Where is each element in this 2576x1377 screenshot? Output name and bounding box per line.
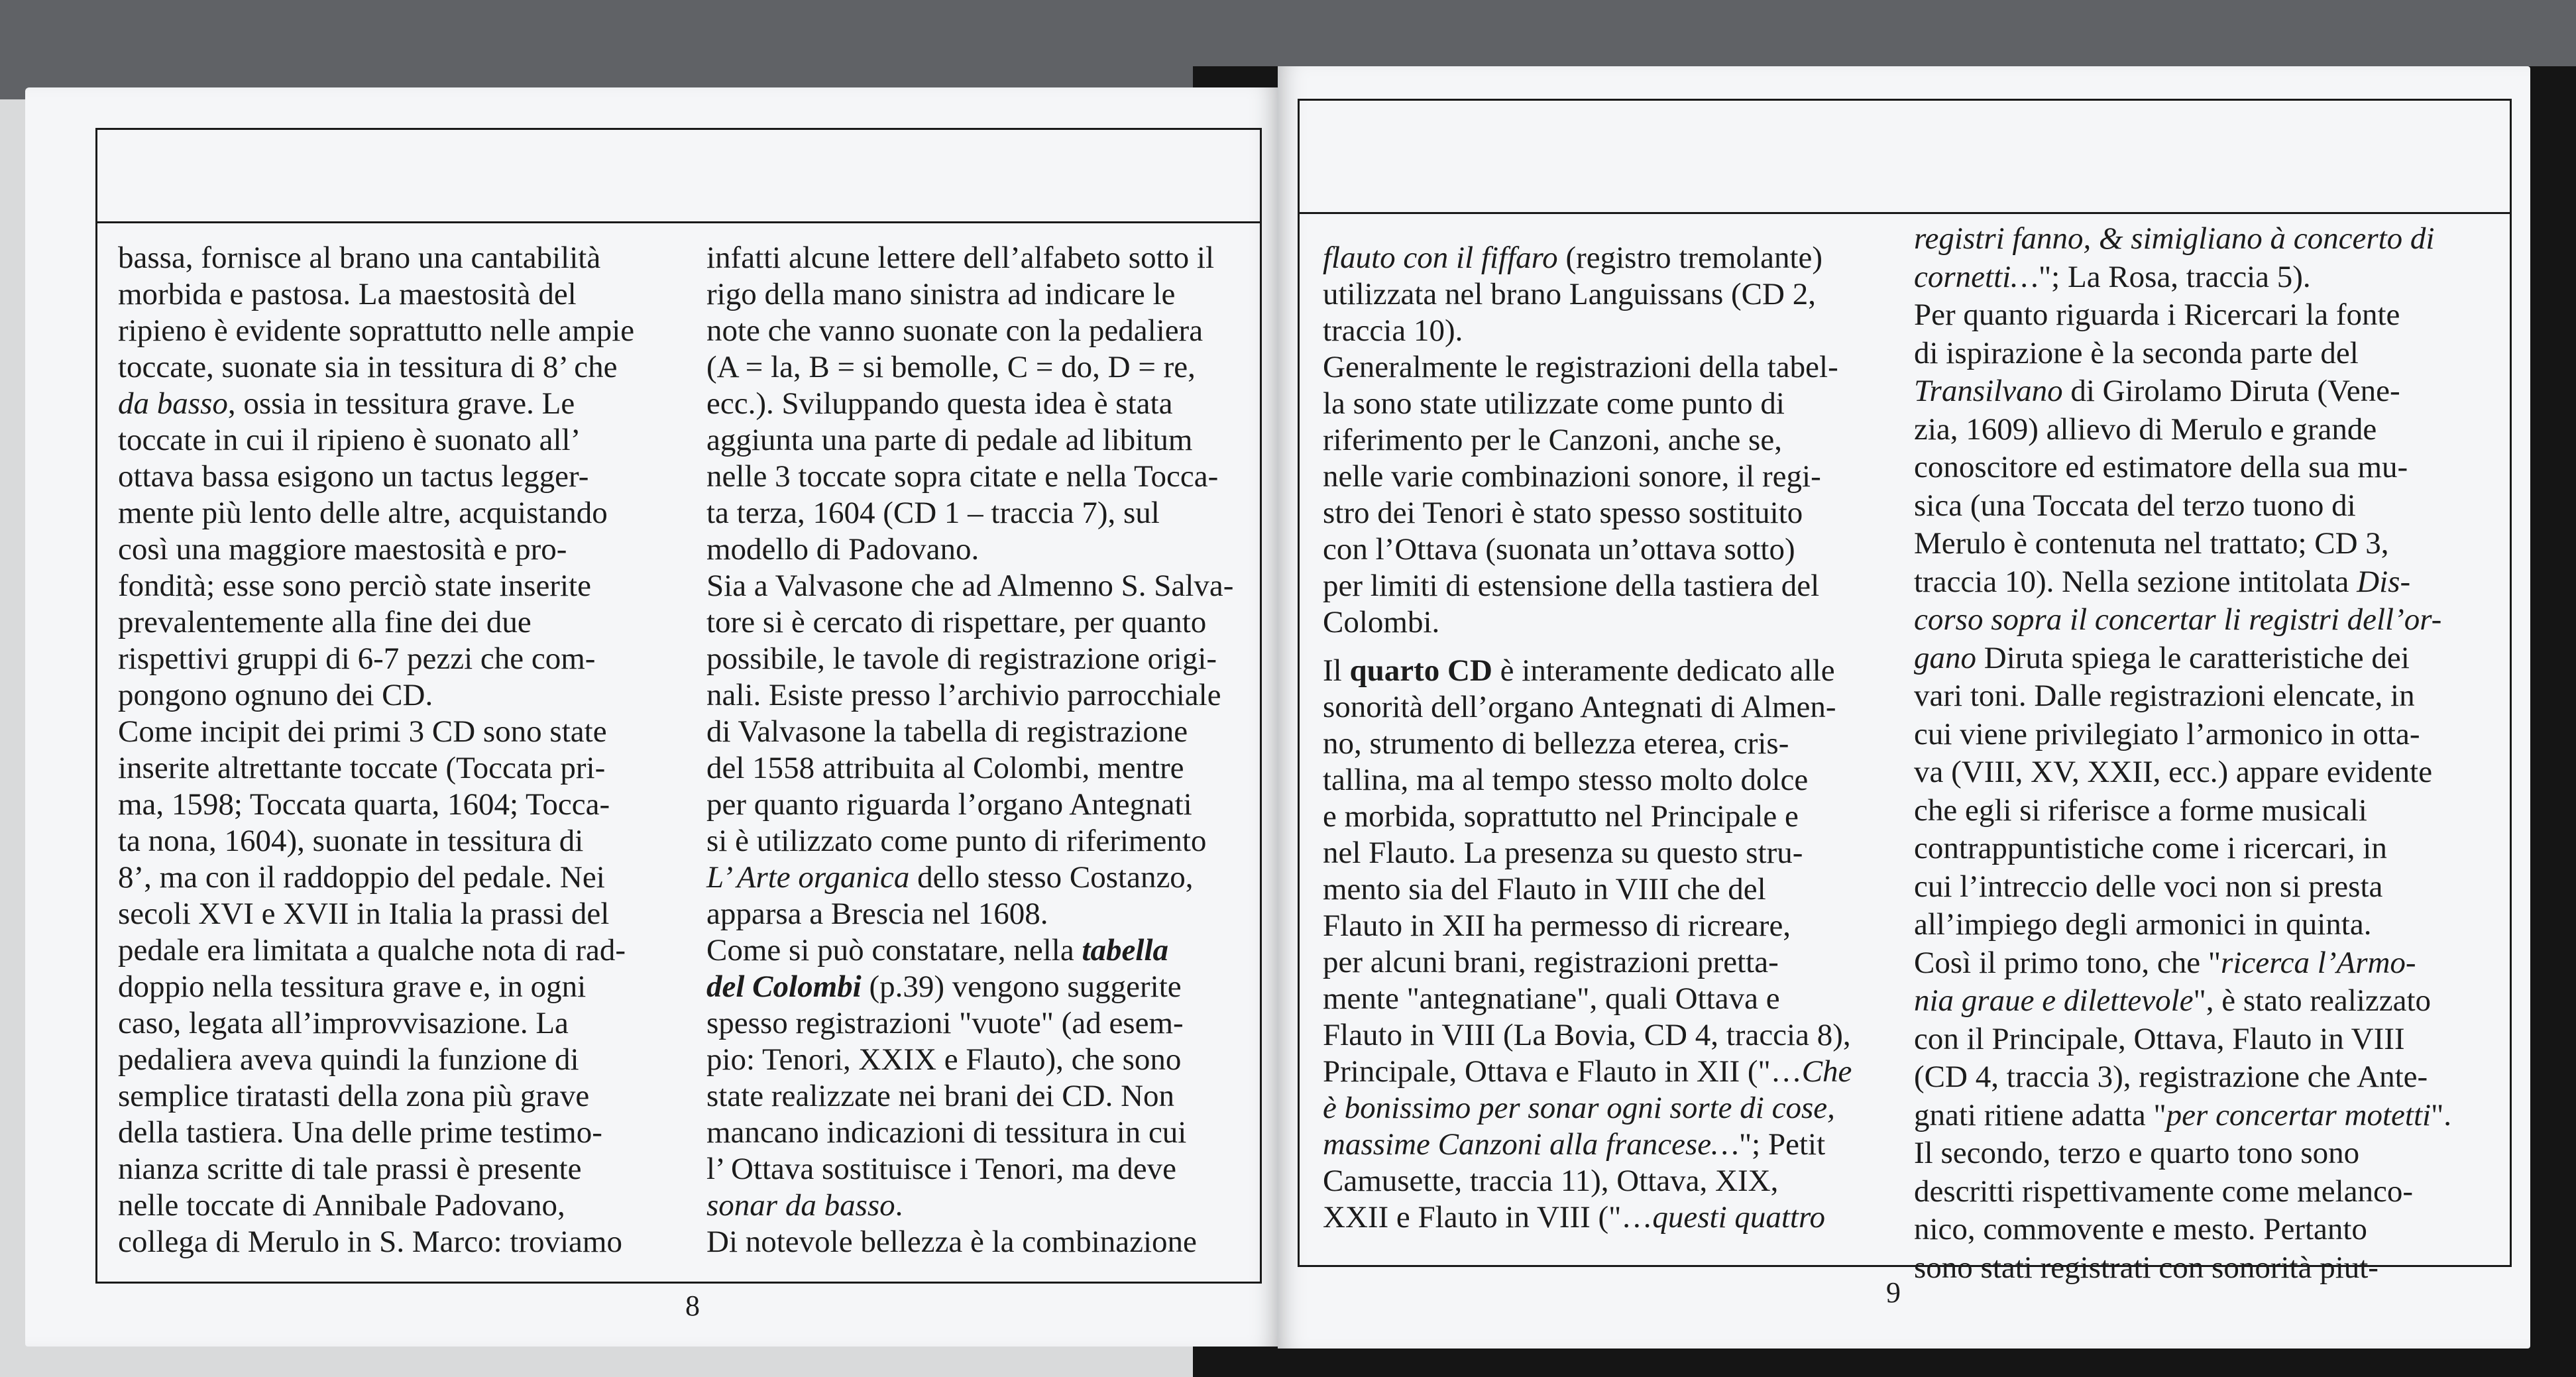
text-run: .	[895, 1188, 903, 1223]
text-line	[706, 1042, 1233, 1078]
text-line	[1323, 653, 1852, 689]
text-run: doppio nella tessitura grave e, in ogni	[118, 969, 587, 1004]
text-line	[1914, 335, 2451, 373]
emphasized-text: del Colombi	[706, 969, 862, 1004]
text-run: note che vanno suonate con la pedaliera	[706, 313, 1204, 348]
text-run: possibile, le tavole di registrazione origi-	[706, 641, 1217, 676]
text-run: ta nona, 1604), suonate in tessitura di	[118, 824, 584, 858]
text-run: contrappuntistiche come i ricercari, in	[1914, 831, 2387, 865]
text-run: Come incipit dei primi 3 CD sono state	[118, 714, 607, 749]
text-run: Flauto in VIII (La Bovia, CD 4, traccia 8),	[1323, 1018, 1851, 1052]
text-run: ".	[2431, 1097, 2452, 1132]
text-run: traccia 10). Nella sezione intitolata	[1914, 564, 2357, 599]
text-run: Come si può constatare, nella	[706, 933, 1082, 967]
text-run: Colombi.	[1323, 605, 1440, 639]
text-run: tallina, ma al tempo stesso molto dolce	[1323, 763, 1809, 797]
text-line	[1323, 1090, 1852, 1127]
text-run: utilizzata nel brano Languissans (CD 2,	[1323, 277, 1816, 311]
text-run: (A = la, B = si bemolle, C = do, D = re,	[706, 350, 1196, 384]
text-run: descritti rispettivamente come melanco-	[1914, 1174, 2414, 1209]
text-run: cui l’intreccio delle voci non si presta	[1914, 869, 2383, 904]
text-run: rigo della mano sinistra ad indicare le	[706, 277, 1176, 311]
emphasized-text: tabella	[1082, 933, 1169, 967]
text-line	[1323, 604, 1852, 641]
text-line	[1914, 1211, 2451, 1249]
text-line	[1323, 871, 1852, 908]
text-run: , ossia in tessitura grave. Le	[227, 386, 575, 421]
text-run: ecc.). Sviluppando questa idea è stata	[706, 386, 1173, 421]
text-line	[706, 240, 1233, 276]
text-line	[1914, 258, 2451, 297]
text-run: Flauto in XII ha permesso di ricreare,	[1323, 909, 1791, 943]
text-line	[1914, 601, 2451, 639]
text-line	[1323, 981, 1852, 1017]
text-line	[1323, 835, 1852, 871]
text-line	[1323, 944, 1852, 981]
text-run: "; La Rosa, traccia 5).	[2038, 259, 2311, 294]
text-run: per quanto riguarda l’organo Antegnati	[706, 787, 1192, 822]
text-run: ottava bassa esigono un tactus legger-	[118, 459, 589, 494]
text-line	[118, 531, 634, 568]
text-line	[1323, 313, 1852, 349]
text-run: nianza scritte di tale prassi è presente	[118, 1152, 582, 1186]
text-run: Di notevole bellezza è la combinazione	[706, 1225, 1197, 1259]
text-line	[1323, 386, 1852, 422]
emphasized-text: flauto con il fiffaro	[1323, 241, 1558, 275]
text-run: semplice tiratasti della zona più grave	[118, 1079, 590, 1113]
text-run: mente più lento delle altre, acquistando	[118, 496, 608, 530]
emphasized-text: Che	[1801, 1054, 1852, 1089]
emphasized-text: corso sopra il concertar li registri dell’or-	[1914, 602, 2442, 637]
text-line	[1914, 830, 2451, 868]
text-run: nelle varie combinazioni sonore, il regi-	[1323, 459, 1821, 494]
text-line	[118, 787, 634, 823]
right-header-rule	[1298, 212, 2512, 214]
text-run: Diruta spiega le caratteristiche dei	[1976, 640, 2410, 675]
text-line	[118, 677, 634, 714]
text-run: stro dei Tenori è stato spesso sostituito	[1323, 496, 1803, 530]
text-line	[706, 1224, 1233, 1260]
text-line	[1914, 525, 2451, 563]
text-line	[118, 641, 634, 677]
text-line	[1323, 276, 1852, 313]
text-run: di ispirazione è la seconda parte del	[1914, 335, 2359, 370]
text-run: bassa, fornisce al brano una cantabilità	[118, 241, 601, 275]
text-line	[1914, 487, 2451, 525]
text-run: e morbida, soprattutto nel Principale e	[1323, 799, 1799, 834]
text-run: sono stati registrati con sonorità piut-	[1914, 1250, 2379, 1285]
text-line	[706, 714, 1233, 750]
text-line	[706, 459, 1233, 495]
text-line	[1323, 459, 1852, 495]
text-line	[118, 349, 634, 386]
text-line	[1914, 792, 2451, 830]
text-run: apparsa a Brescia nel 1608.	[706, 897, 1048, 931]
text-run: state realizzate nei brani dei CD. Non	[706, 1079, 1175, 1113]
emphasized-text: Dis-	[2357, 564, 2411, 599]
text-run: cui viene privilegiato l’armonico in otta-	[1914, 716, 2420, 751]
emphasized-text: registri fanno, & simigliano à concerto di	[1914, 221, 2435, 256]
text-run: mento sia del Flauto in VIII che del	[1323, 872, 1766, 907]
text-line	[706, 787, 1233, 823]
text-run: della tastiera. Una delle prime testimo-	[118, 1115, 602, 1150]
text-line	[1914, 296, 2451, 335]
text-run: Camusette, traccia 11), Ottava, XIX,	[1323, 1164, 1779, 1198]
left-header-rule	[95, 221, 1262, 223]
text-line	[1914, 372, 2451, 411]
text-line	[1914, 411, 2451, 449]
left-column-2	[706, 240, 1233, 1260]
text-run: che egli si riferisce a forme musicali	[1914, 793, 2367, 828]
emphasized-text: quarto CD	[1349, 653, 1492, 688]
text-run: gnati ritiene adatta "	[1914, 1097, 2166, 1132]
text-line	[118, 604, 634, 641]
text-run: Così il primo tono, che "	[1914, 945, 2221, 980]
text-run: prevalentemente alla fine dei due	[118, 605, 532, 639]
right-column-2	[1914, 220, 2451, 1287]
text-run: aggiunta una parte di pedale ad libitum	[706, 423, 1193, 457]
text-line	[706, 604, 1233, 641]
text-run: l’ Ottava sostituisce i Tenori, ma deve	[706, 1152, 1176, 1186]
text-line	[1323, 240, 1852, 276]
text-line	[706, 1115, 1233, 1151]
text-line	[1323, 1199, 1852, 1236]
text-run: con il Principale, Ottava, Flauto in VIII	[1914, 1021, 2405, 1056]
text-run: per limiti di estensione della tastiera del	[1323, 569, 1820, 603]
text-line	[706, 896, 1233, 932]
text-run: mancano indicazioni di tessitura in cui	[706, 1115, 1187, 1150]
text-run: Merulo è contenuta nel trattato; CD 3,	[1914, 526, 2389, 561]
text-run: pedaliera aveva quindi la funzione di	[118, 1042, 579, 1077]
text-run: si è utilizzato come punto di riferimento	[706, 824, 1207, 858]
text-line	[118, 240, 634, 276]
text-run: nel Flauto. La presenza su questo stru-	[1323, 836, 1803, 870]
text-run: Per quanto riguarda i Ricercari la fonte	[1914, 298, 2400, 332]
text-run: nelle toccate di Annibale Padovano,	[118, 1188, 565, 1223]
text-line	[118, 459, 634, 495]
text-line	[118, 568, 634, 604]
text-run: 8’, ma con il raddoppio del pedale. Nei	[118, 860, 605, 895]
text-line	[706, 313, 1233, 349]
emphasized-text: per concertar motetti	[2166, 1097, 2432, 1132]
text-run: sica (una Toccata del terzo tuono di	[1914, 488, 2356, 523]
emphasized-text: Transilvano	[1914, 374, 2063, 408]
text-run: secoli XVI e XVII in Italia la prassi del	[118, 897, 610, 931]
emphasized-text: gano	[1914, 640, 1976, 675]
text-line	[1914, 1249, 2451, 1288]
text-line	[706, 349, 1233, 386]
text-run: all’impiego degli armonici in quinta.	[1914, 907, 2372, 942]
text-line	[1914, 868, 2451, 907]
text-line	[118, 714, 634, 750]
text-run: per alcuni brani, registrazioni pretta-	[1323, 945, 1779, 979]
text-line	[118, 276, 634, 313]
text-line	[118, 932, 634, 969]
text-line	[1914, 906, 2451, 944]
text-line	[118, 896, 634, 932]
text-line	[1323, 1054, 1852, 1090]
text-line	[1323, 726, 1852, 762]
text-line	[1914, 639, 2451, 678]
text-line	[1914, 1134, 2451, 1173]
text-line	[1323, 908, 1852, 944]
text-run: fondità; esse sono perciò state inserite	[118, 569, 591, 603]
paragraph-gap	[1323, 641, 1852, 653]
emphasized-text: L’ Arte organica	[706, 860, 910, 895]
text-line	[706, 750, 1233, 787]
text-run: inserite altrettante toccate (Toccata pri-	[118, 751, 606, 785]
text-line	[706, 276, 1233, 313]
text-line	[1323, 689, 1852, 726]
text-line	[1323, 762, 1852, 799]
text-run: traccia 10).	[1323, 313, 1463, 348]
right-column-1	[1323, 240, 1852, 1236]
text-run: è interamente dedicato alle	[1492, 653, 1835, 688]
text-run: toccate in cui il ripieno è suonato all’	[118, 423, 581, 457]
text-line	[1914, 1058, 2451, 1097]
emphasized-text: da basso	[118, 386, 228, 421]
text-line	[118, 750, 634, 787]
text-run: con l’Ottava (suonata un’ottava sotto)	[1323, 532, 1795, 567]
text-line	[1323, 495, 1852, 531]
text-run: no, strumento di bellezza eterea, cris-	[1323, 726, 1789, 761]
text-line	[118, 1187, 634, 1224]
text-run: nelle 3 toccate sopra citate e nella Tocca-	[706, 459, 1219, 494]
text-line	[1914, 944, 2451, 983]
text-run: "; Petit	[1738, 1127, 1826, 1162]
text-line	[118, 313, 634, 349]
text-line	[1914, 220, 2451, 258]
text-line	[1914, 449, 2451, 487]
text-run: nico, commovente e mesto. Pertanto	[1914, 1212, 2367, 1246]
text-line	[706, 1005, 1233, 1042]
text-line	[1323, 531, 1852, 568]
text-run: rispettivi gruppi di 6-7 pezzi che com-	[118, 641, 596, 676]
text-line	[706, 859, 1233, 896]
text-run: tore si è cercato di rispettare, per quanto	[706, 605, 1207, 639]
text-line	[1914, 1020, 2451, 1059]
text-run: riferimento per le Canzoni, anche se,	[1323, 423, 1782, 457]
text-line	[1914, 677, 2451, 716]
text-run: (CD 4, traccia 3), registrazione che Ante-	[1914, 1060, 2428, 1094]
text-line	[1323, 1163, 1852, 1199]
text-run: pongono ognuno dei CD.	[118, 678, 433, 712]
text-run: spesso registrazioni "vuote" (ad esem-	[706, 1006, 1184, 1040]
text-line	[1323, 422, 1852, 459]
text-run: di Valvasone la tabella di registrazione	[706, 714, 1188, 749]
text-run: sonorità dell’organo Antegnati di Almen-	[1323, 690, 1836, 724]
text-run: Il	[1323, 653, 1350, 688]
text-line	[1323, 1017, 1852, 1054]
text-run: ", è stato realizzato	[2193, 983, 2432, 1018]
page-number-right: 9	[1886, 1276, 1901, 1309]
emphasized-text: cornetti…	[1914, 259, 2039, 294]
text-run: pio: Tenori, XXIX e Flauto), che sono	[706, 1042, 1182, 1077]
text-line	[706, 1078, 1233, 1115]
text-run: Generalmente le registrazioni della tabel-	[1323, 350, 1838, 384]
text-line	[118, 969, 634, 1005]
text-line	[118, 1115, 634, 1151]
text-run: dello stesso Costanzo,	[909, 860, 1194, 895]
text-line	[1914, 716, 2451, 754]
text-run: Principale, Ottava e Flauto in XII ("…	[1323, 1054, 1802, 1089]
text-run: collega di Merulo in S. Marco: troviamo	[118, 1225, 622, 1259]
text-line	[706, 969, 1233, 1005]
emphasized-text: è bonissimo per sonar ogni sorte di cose,	[1323, 1091, 1835, 1125]
text-run: infatti alcune lettere dell’alfabeto sotto il	[706, 241, 1215, 275]
text-run: Il secondo, terzo e quarto tono sono	[1914, 1136, 2360, 1170]
text-run: zia, 1609) allievo di Merulo e grande	[1914, 412, 2377, 447]
text-run: morbida e pastosa. La maestosità del	[118, 277, 577, 311]
text-line	[1914, 982, 2451, 1020]
text-line	[1323, 799, 1852, 835]
text-run: conoscitore ed estimatore della sua mu-	[1914, 450, 2408, 484]
text-line	[706, 641, 1233, 677]
text-line	[1914, 563, 2451, 602]
left-column-1	[118, 240, 634, 1260]
emphasized-text: questi quattro	[1652, 1200, 1826, 1235]
text-run: ta terza, 1604 (CD 1 – traccia 7), sul	[706, 496, 1160, 530]
text-line	[706, 932, 1233, 969]
emphasized-text: nia graue e dilettevole	[1914, 983, 2194, 1018]
text-run: ripieno è evidente soprattutto nelle ampie	[118, 313, 635, 348]
text-run: ma, 1598; Toccata quarta, 1604; Tocca-	[118, 787, 610, 822]
text-line	[118, 1005, 634, 1042]
text-line	[118, 859, 634, 896]
text-line	[118, 1042, 634, 1078]
text-line	[706, 568, 1233, 604]
text-line	[1323, 349, 1852, 386]
text-line	[1914, 1097, 2451, 1135]
text-line	[118, 422, 634, 459]
text-run: (p.39) vengono suggerite	[861, 969, 1182, 1004]
text-line	[706, 386, 1233, 422]
text-line	[118, 386, 634, 422]
text-line	[706, 823, 1233, 859]
text-run: (registro tremolante)	[1557, 241, 1823, 275]
text-line	[706, 677, 1233, 714]
text-run: nali. Esiste presso l’archivio parrocchiale	[706, 678, 1221, 712]
text-run: modello di Padovano.	[706, 532, 980, 567]
text-run: di Girolamo Diruta (Vene-	[2062, 374, 2400, 408]
text-line	[1323, 1127, 1852, 1163]
text-line	[706, 1151, 1233, 1187]
text-line	[118, 823, 634, 859]
text-run: caso, legata all’improvvisazione. La	[118, 1006, 569, 1040]
text-line	[706, 422, 1233, 459]
text-run: vari toni. Dalle registrazioni elencate, in	[1914, 679, 2415, 713]
text-run: la sono state utilizzate come punto di	[1323, 386, 1785, 421]
text-line	[1914, 1173, 2451, 1211]
text-line	[118, 1151, 634, 1187]
text-run: mente "antegnatiane", quali Ottava e	[1323, 981, 1780, 1016]
text-run: pedale era limitata a qualche nota di rad-	[118, 933, 626, 967]
text-line	[706, 531, 1233, 568]
text-run: XXII e Flauto in VIII ("…	[1323, 1200, 1653, 1235]
text-run: toccate, suonate sia in tessitura di 8’ che	[118, 350, 618, 384]
text-run: così una maggiore maestosità e pro-	[118, 532, 567, 567]
text-line	[118, 1078, 634, 1115]
text-line	[706, 1187, 1233, 1224]
text-run: del 1558 attribuita al Colombi, mentre	[706, 751, 1184, 785]
emphasized-text: sonar da basso	[706, 1188, 895, 1223]
text-line	[1914, 753, 2451, 792]
emphasized-text: ricerca l’Armo-	[2221, 945, 2416, 980]
page-number-left: 8	[685, 1290, 700, 1322]
emphasized-text: massime Canzoni alla francese…	[1323, 1127, 1739, 1162]
text-line	[706, 495, 1233, 531]
text-line	[118, 1224, 634, 1260]
text-run: va (VIII, XV, XXII, ecc.) appare evidente	[1914, 755, 2433, 789]
text-line	[118, 495, 634, 531]
text-run: Sia a Valvasone che ad Almenno S. Salva-	[706, 569, 1234, 603]
text-line	[1323, 568, 1852, 604]
